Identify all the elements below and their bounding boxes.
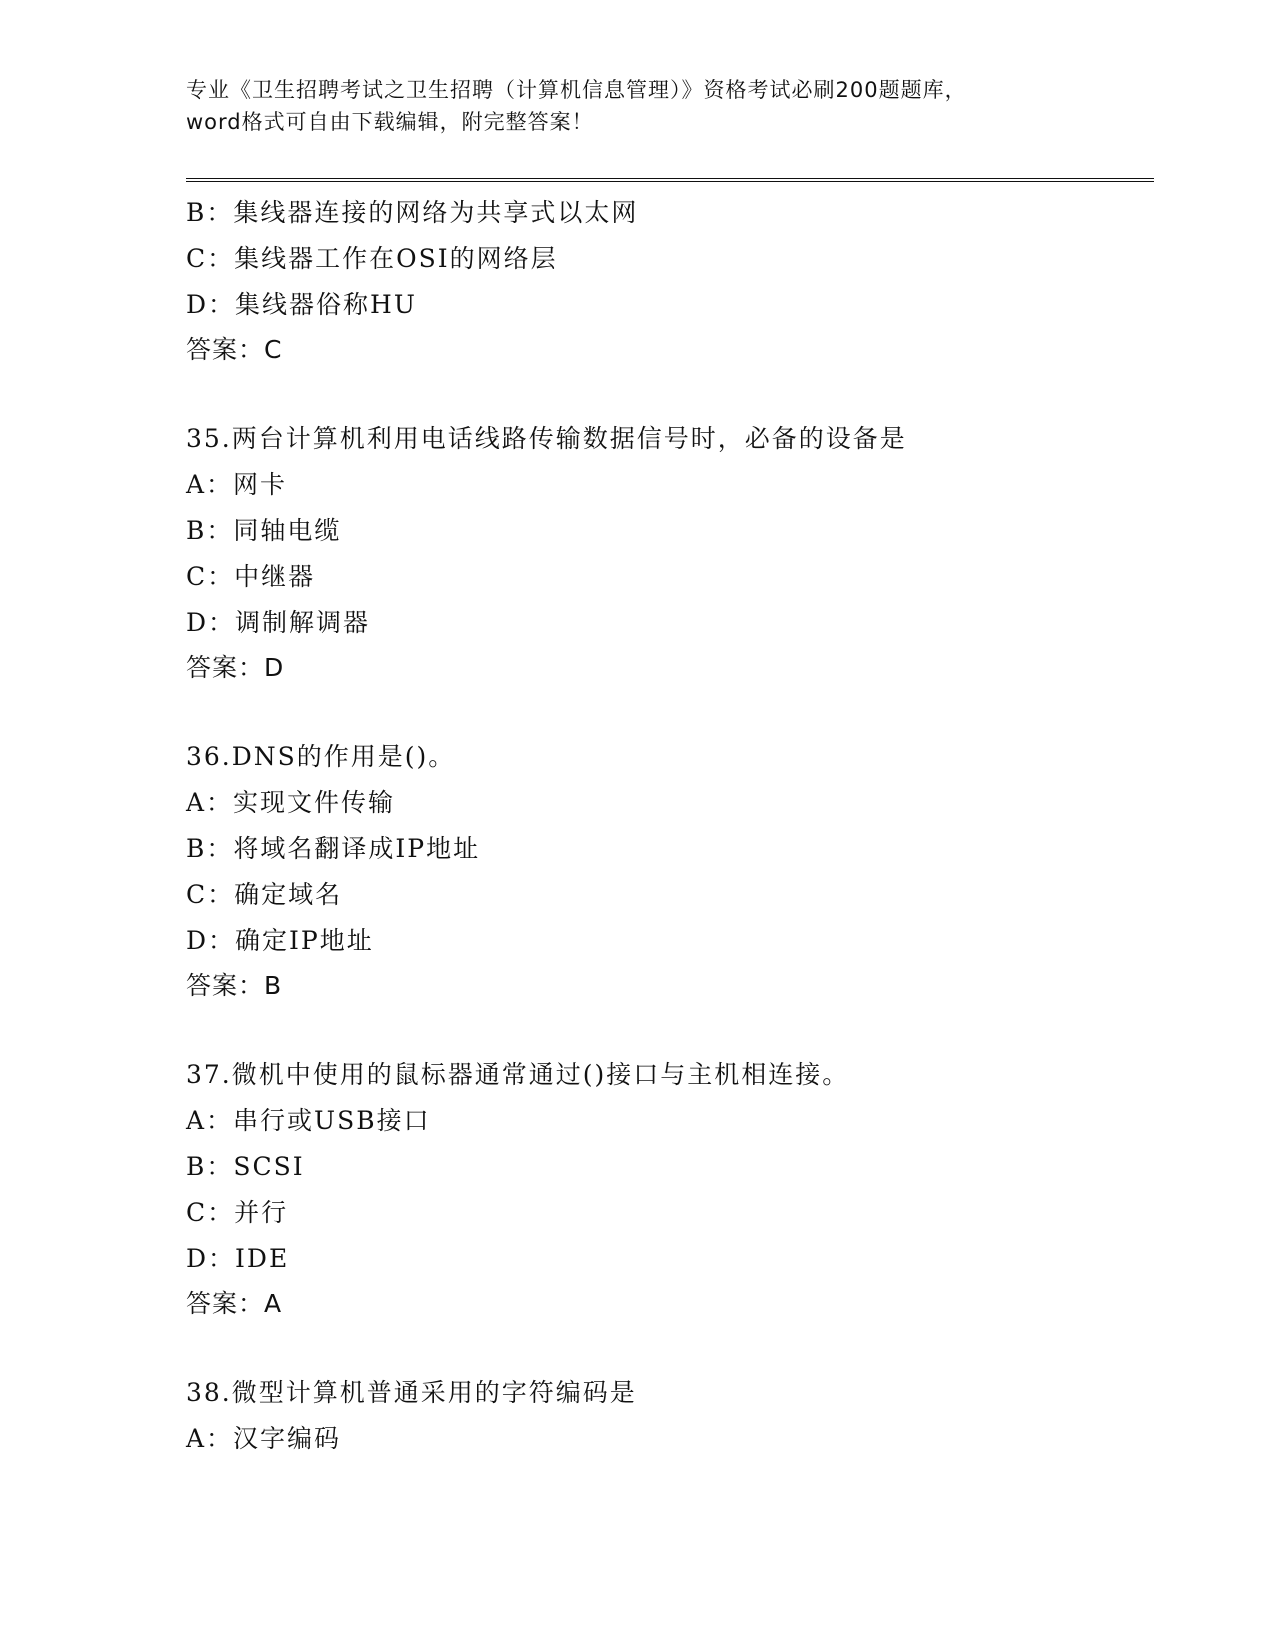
answer-line: 答案：A: [186, 1289, 283, 1318]
option-c: C：确定域名: [186, 880, 343, 909]
option-d: D：确定IP地址: [186, 926, 374, 955]
question-block-38: [186, 1370, 1154, 1462]
question-list: [186, 190, 1154, 1462]
option-b: B：同轴电缆: [186, 516, 342, 545]
option-a: A：汉字编码: [186, 1424, 342, 1453]
option-c: C：集线器工作在OSI的网络层: [186, 244, 558, 273]
question-block-34: [186, 190, 1154, 372]
option-b: B：SCSI: [186, 1152, 305, 1181]
document-header: [186, 74, 1086, 138]
option-a: A：实现文件传输: [186, 788, 396, 817]
option-c: C：并行: [186, 1198, 289, 1227]
question-text: 37.微机中使用的鼠标器通常通过()接口与主机相连接。: [186, 1060, 850, 1089]
question-block-36: [186, 734, 1154, 1008]
option-b: B：集线器连接的网络为共享式以太网: [186, 198, 639, 227]
answer-line: 答案：C: [186, 335, 283, 364]
answer-line: 答案：B: [186, 971, 283, 1000]
question-text: 35.两台计算机利用电话线路传输数据信号时，必备的设备是: [186, 424, 907, 453]
header-divider: [186, 178, 1154, 182]
option-a: A：串行或USB接口: [186, 1106, 431, 1135]
header-line-2: word格式可自由下载编辑，附完整答案！: [186, 110, 594, 134]
option-d: D：IDE: [186, 1244, 290, 1273]
option-a: A：网卡: [186, 470, 288, 499]
question-text: 38.微型计算机普通采用的字符编码是: [186, 1378, 637, 1407]
header-line-1: 专业《卫生招聘考试之卫生招聘（计算机信息管理）》资格考试必刷200题题库，: [186, 78, 967, 102]
question-block-37: [186, 1052, 1154, 1326]
answer-line: 答案：D: [186, 653, 285, 682]
option-c: C：中继器: [186, 562, 316, 591]
question-text: 36.DNS的作用是()。: [186, 742, 456, 771]
option-d: D：集线器俗称HU: [186, 290, 417, 319]
question-block-35: [186, 416, 1154, 690]
option-b: B：将域名翻译成IP地址: [186, 834, 481, 863]
option-d: D：调制解调器: [186, 608, 371, 637]
